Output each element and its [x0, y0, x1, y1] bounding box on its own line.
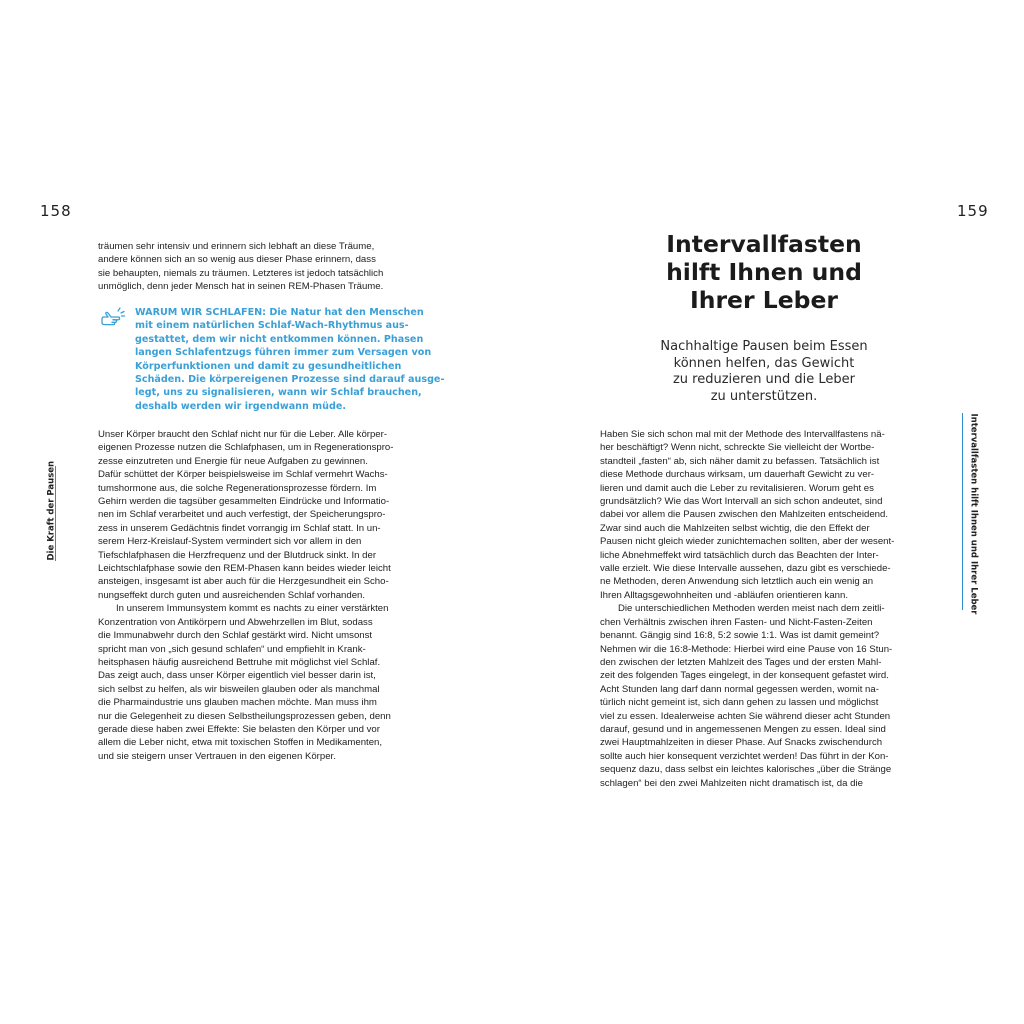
- text-line: sollte auch hier konsequent verzichtet werden! Das führt in der Kon-: [600, 750, 889, 762]
- text-line: Zwar sind auch die Mahlzeiten selbst wichtig, die den Effekt der: [600, 522, 870, 534]
- text-line: heitsphasen häufig ausreichend Bettruhe mit möglichst viel Schlaf.: [98, 656, 381, 668]
- text-line: tumshormone aus, die solche Regenerationsprozesse fördern. Im: [98, 482, 377, 494]
- text-line: standteil „fasten“ ab, sich näher damit zu befassen. Tatsächlich ist: [600, 455, 880, 467]
- text-line: zess in unserem Gedächtnis findet vorrangig im Schlaf statt. In un-: [98, 522, 381, 534]
- text-line: grundsätzlich? Wie das Wort Intervall an sich schon andeutet, sind: [600, 496, 883, 508]
- subtitle-line: Nachhaltige Pausen beim Essen: [660, 339, 868, 354]
- text-line: und sie steigern unser Vertrauen in den eigenen Körper.: [98, 750, 336, 762]
- text-line: allem die Leber nicht, etwa mit toxischen Stoffen in Medikamenten,: [98, 737, 383, 749]
- info-line: deshalb werden wir irgendwann müde.: [135, 400, 347, 412]
- text-line: dabei vor allem die Pausen zwischen den Mahlzeiten entscheidend.: [600, 509, 888, 521]
- text-line: zwei Hauptmahlzeiten in dieser Phase. Auf Snacks zwischendurch: [600, 737, 883, 749]
- text-line: Ihren Alltagsgewohnheiten und -abläufen orientieren kann.: [600, 589, 849, 601]
- info-line: gestattet, dem wir nicht entkommen können. Phasen: [135, 333, 424, 345]
- info-line: Körperfunktionen und damit zu gesundheitlichen: [135, 360, 402, 372]
- info-line: WARUM WIR SCHLAFEN: Die Natur hat den Menschen: [135, 307, 424, 318]
- text-line: Leichtschlafphase sowie den REM-Phasen kann beides wieder leicht: [98, 563, 391, 575]
- text-line: sie behaupten, niemals zu träumen. Letzteres ist jedoch tatsächlich: [98, 267, 384, 279]
- text-line: schlagen“ bei den zwei Mahlzeiten nicht dramatisch ist, da die: [600, 777, 863, 789]
- text-line: türlich nicht gemeint ist, sich dann gehen zu lassen und möglichst: [600, 697, 879, 709]
- subtitle-line: zu reduzieren und die Leber: [672, 372, 856, 387]
- info-line: legt, uns zu signalisieren, wann wir Schlaf brauchen,: [135, 387, 422, 399]
- text-line: viel zu essen. Idealerweise achten Sie während dieser acht Stunden: [600, 710, 891, 722]
- text-line: sich selbst zu helfen, als wir bisweilen glauben oder als manchmal: [98, 683, 380, 695]
- pointing-hand-icon: [100, 306, 126, 328]
- running-head-left-text: Die Kraft der Pausen: [46, 460, 57, 561]
- text-line: benannt. Gängig sind 16:8, 5:2 sowie 1:1. Was ist damit gemeint?: [600, 630, 880, 642]
- page-number-left: 158: [40, 202, 72, 220]
- info-line: langen Schlafentzugs führen immer zum Versagen von: [135, 347, 432, 359]
- text-line: Tiefschlafphasen die Herzfrequenz und der Blutdruck sinkt. In der: [98, 549, 377, 561]
- text-line: darauf, gesund und in angemessenen Mengen zu essen. Ideal sind: [600, 723, 886, 735]
- text-line: Pausen nicht gleich wieder zunichtemachen sollten, aber der wesent-: [600, 536, 895, 548]
- text-line: diese Methode durchaus wirksam, um dauerhaft Gewicht zu ver-: [600, 469, 875, 481]
- text-line: Gehirn werden die tagsüber gesammelten Eindrücke und Informatio-: [98, 496, 390, 508]
- text-line: nur die Gelegenheit zu diesen Selbstheilungsprozessen geben, denn: [98, 710, 391, 722]
- running-head-left: [46, 460, 57, 561]
- text-line: Die unterschiedlichen Methoden werden meist nach dem zeitli-: [618, 603, 885, 615]
- text-line: zeit des folgenden Tages eingelegt, in der konsequent gefastet wird.: [600, 670, 889, 682]
- page-number-right: 159: [957, 202, 989, 220]
- text-line: gerade diese haben zwei Effekte: Sie belasten den Körper und vor: [98, 723, 380, 735]
- subtitle-line: zu unterstützen.: [710, 388, 818, 404]
- text-line: ne Methoden, deren Anwendung sich letztlich auch ein wenig an: [600, 576, 874, 588]
- text-line: träumen sehr intensiv und erinnern sich lebhaft an diese Träume,: [98, 241, 375, 252]
- text-line: andere können sich an so wenig aus dieser Phase erinnern, dass: [98, 254, 376, 266]
- chapter-title-line: Intervallfasten: [666, 230, 862, 258]
- text-line: Das zeigt auch, dass unser Körper eigentlich viel besser darin ist,: [98, 670, 376, 682]
- text-line: den zwischen der letzten Mahlzeit des Tages und der ersten Mahl-: [600, 656, 882, 668]
- text-line: serem Herz-Kreislauf-System vermindert sich vor allem in den: [98, 536, 362, 548]
- text-line: Dafür schüttet der Körper beispielsweise im Schlaf vermehrt Wachs-: [98, 469, 388, 481]
- text-line: nungseffekt durch guten und ausreichenden Schlaf vorhanden.: [98, 589, 366, 601]
- subtitle-line: können helfen, das Gewicht: [673, 355, 855, 371]
- text-line: valle erzielt. Wie diese Intervalle aussehen, dazu gibt es verschiede-: [600, 563, 891, 575]
- chapter-title-line: hilft Ihnen und: [666, 258, 862, 286]
- info-box-text: [135, 306, 445, 413]
- text-line: Konzentration von Antikörpern und Abwehrzellen im Blut, sodass: [98, 616, 373, 628]
- running-head-right-text: Intervallfasten hilft Ihnen und Ihrer Leber: [968, 413, 979, 615]
- chapter-title: [600, 230, 928, 314]
- chapter-title-line: Ihrer Leber: [689, 286, 839, 314]
- left-intro-paragraph: [98, 240, 428, 294]
- text-line: die Pharmaindustrie uns glauben machen möchte. Man muss ihm: [98, 697, 377, 709]
- info-line: mit einem natürlichen Schlaf-Wach-Rhythmus aus-: [135, 320, 409, 332]
- text-line: Unser Körper braucht den Schlaf nicht nur für die Leber. Alle körper-: [98, 429, 388, 440]
- running-head-right: [962, 413, 979, 615]
- text-line: Nehmen wir die 16:8-Methode: Hierbei wird eine Pause von 16 Stun-: [600, 643, 893, 655]
- text-line: ansteigen, insgesamt ist aber auch für die Herzgesundheit ein Scho-: [98, 576, 389, 588]
- text-line: unmöglich, denn jeder Mensch hat in seinen REM-Phasen Träume.: [98, 281, 384, 293]
- text-line: In unserem Immunsystem kommt es nachts zu einer verstärkten: [116, 603, 389, 615]
- right-body-text: [600, 428, 930, 790]
- text-line: sequenz dazu, dass selbst ein leichtes kalorisches „über die Stränge: [600, 764, 892, 776]
- text-line: her beschäftigt? Wenn nicht, schreckte Sie vielleicht der Wortbe-: [600, 442, 875, 454]
- text-line: lieren und damit auch die Leber zu revitalisieren. Worum geht es: [600, 482, 874, 494]
- text-line: nen im Schlaf verarbeitet und auch verfestigt, der Speicherungspro-: [98, 509, 386, 521]
- chapter-subtitle: [600, 339, 928, 405]
- left-body-paragraph-1: [98, 428, 428, 763]
- text-line: spricht man von „sich gesund schlafen“ und empfiehlt in Krank-: [98, 643, 366, 655]
- text-line: zesse einzutreten und Energie für neue Aufgaben zu gewinnen.: [98, 455, 368, 467]
- text-line: eigenen Prozesse nutzen die Schlafphasen, um in Regenerationspro-: [98, 442, 394, 454]
- text-line: Haben Sie sich schon mal mit der Methode des Intervallfastens nä-: [600, 429, 885, 440]
- text-line: liche Abnehmeffekt wird tatsächlich durch das Beachten der Inter-: [600, 549, 879, 561]
- info-line: Schäden. Die körpereigenen Prozesse sind darauf ausge-: [135, 374, 445, 386]
- text-line: Acht Stunden lang darf dann normal gegessen werden, womit na-: [600, 683, 879, 695]
- text-line: chen Verhältnis zwischen ihren Fasten- und Nicht-Fasten-Zeiten: [600, 616, 873, 628]
- text-line: die Immunabwehr durch den Schlaf gestärkt wird. Nicht umsonst: [98, 630, 373, 642]
